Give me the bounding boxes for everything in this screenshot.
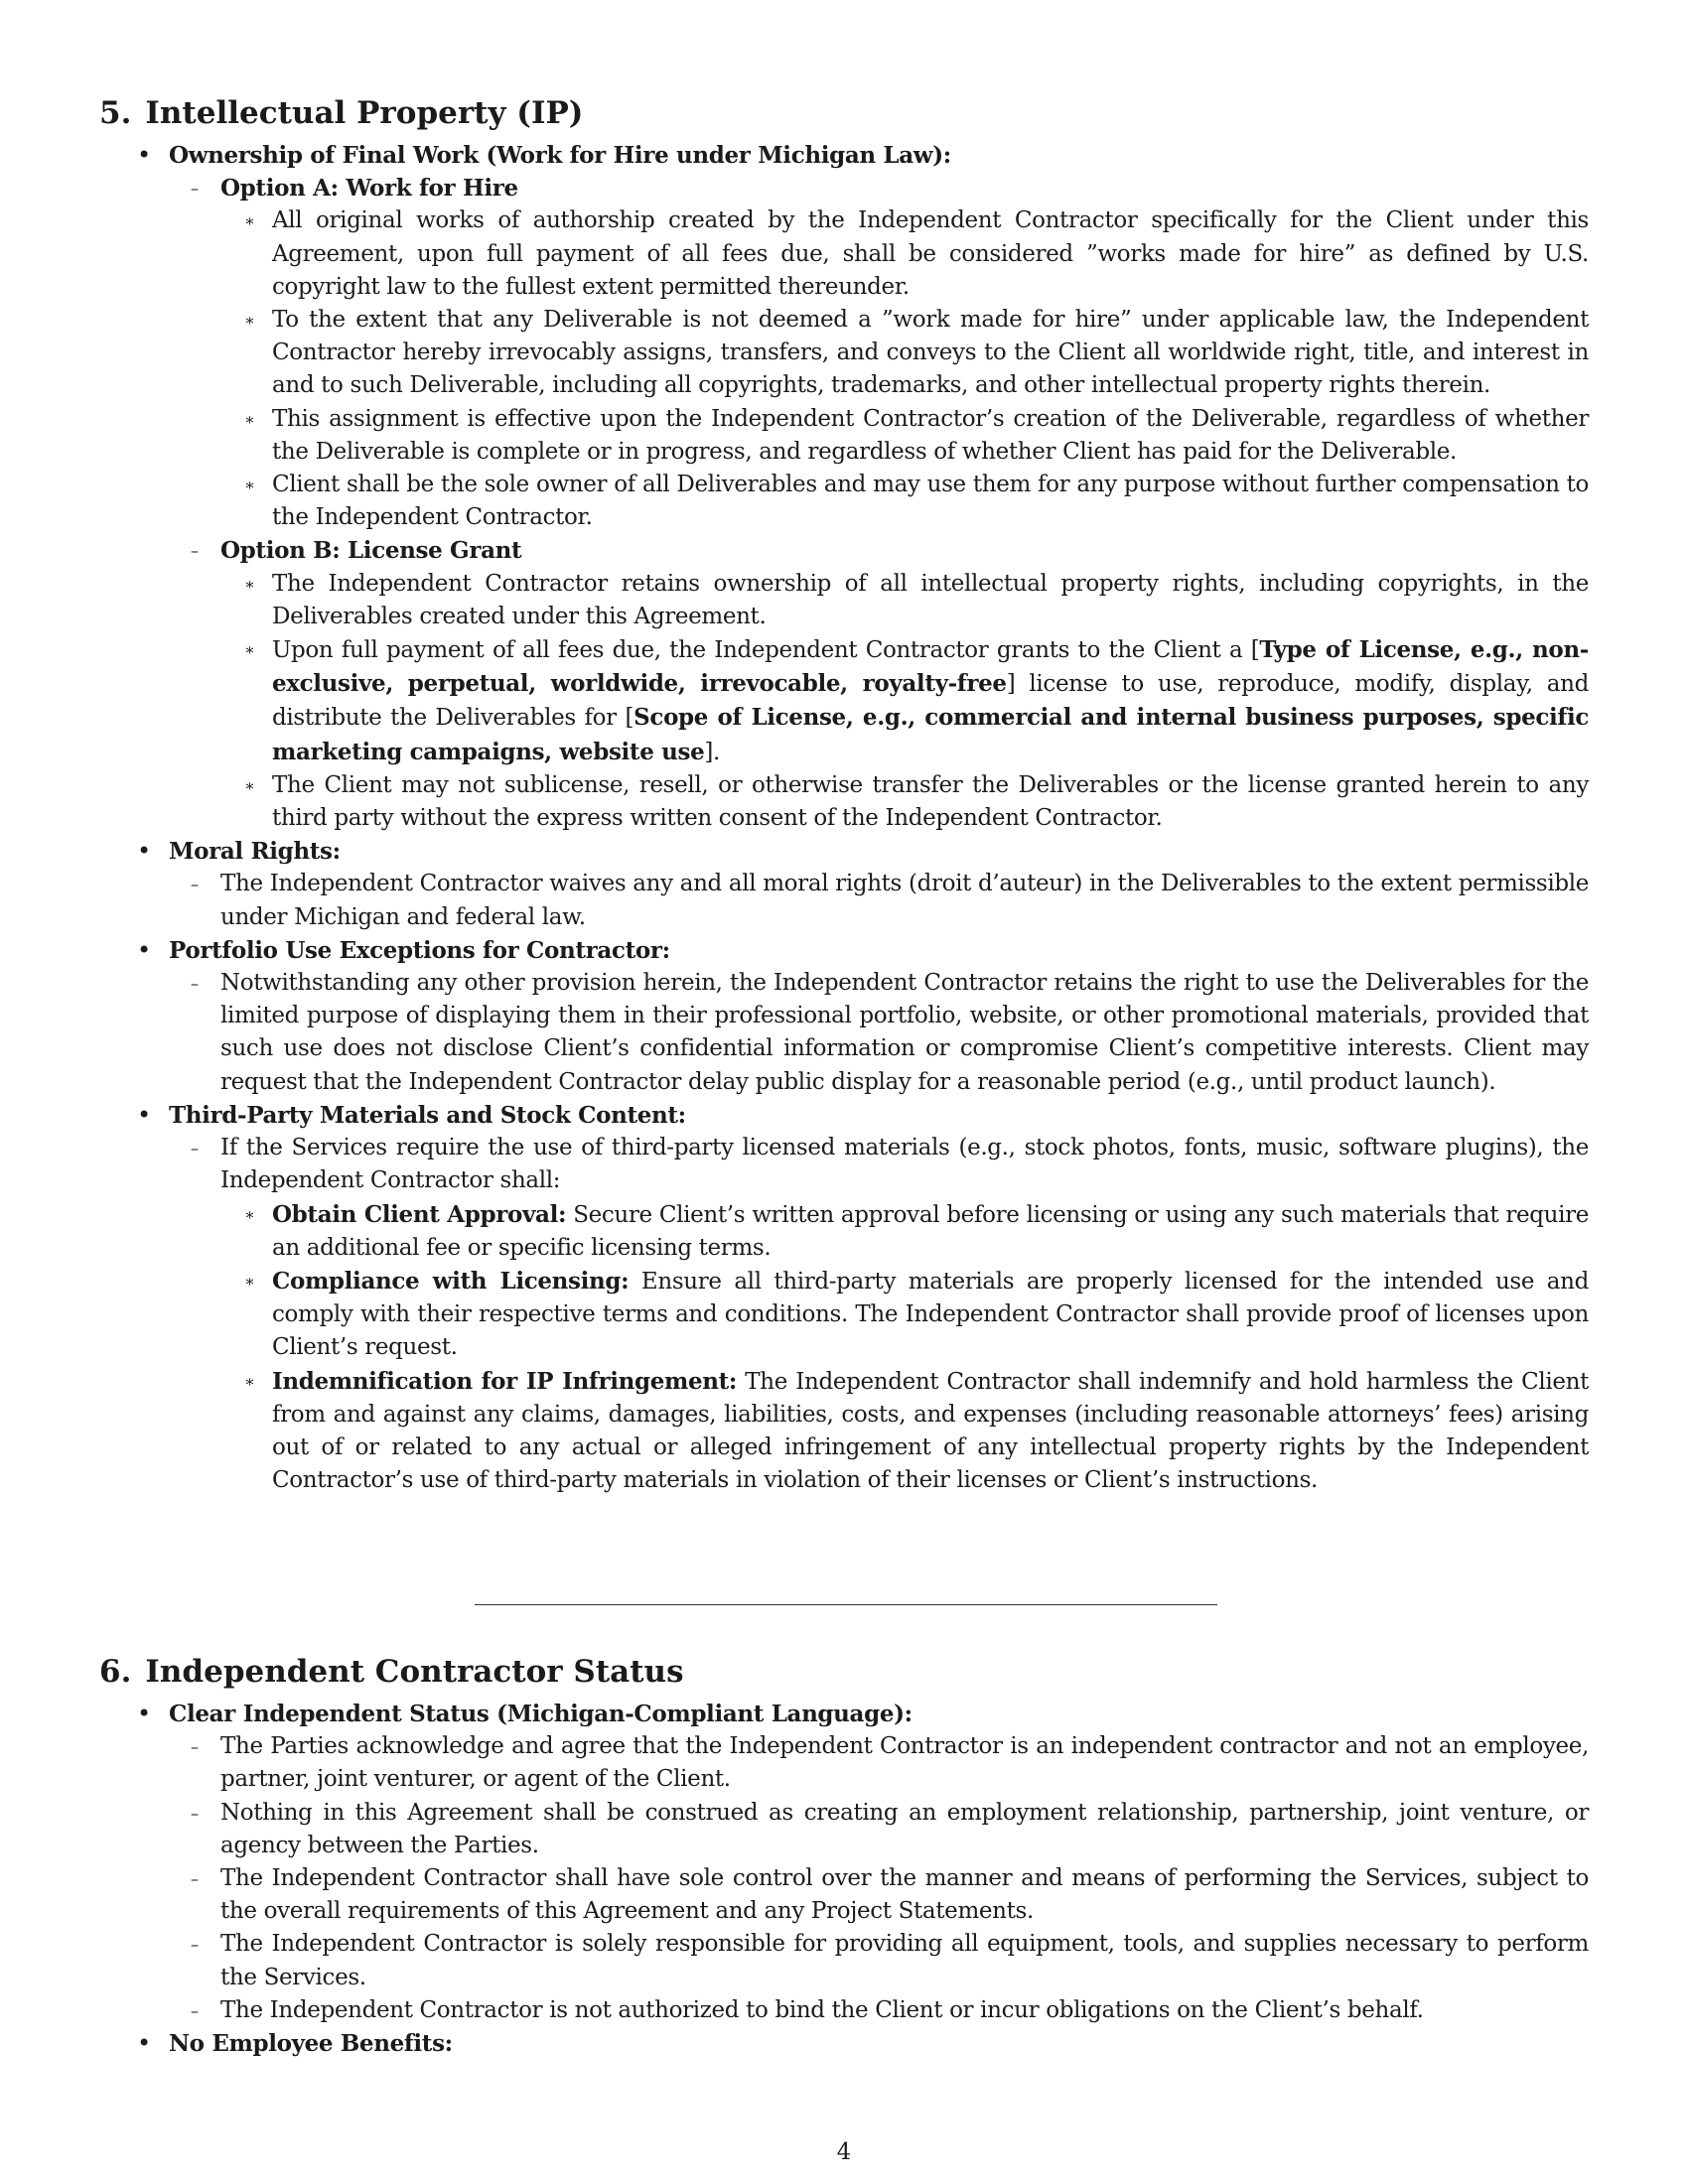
list-item [99,1698,1589,2027]
asterisk-icon: ∗ [244,574,255,594]
option-a-heading: Option A: Work for Hire [220,175,518,203]
dash-icon: – [191,1139,199,1159]
dash-icon: – [191,179,199,199]
list-item: ∗ Client shall be the sole owner of all Deliverables and may use them for any purpose without further compensation to the Independent Contractor. [220,469,1589,534]
no-benefits-heading: No Employee Benefits: [169,2030,453,2058]
list-item [99,1099,1589,1497]
section-6-list [99,1698,1589,2060]
bullet-icon: • [137,1100,152,1129]
list-item: – The Independent Contractor waives any and all moral rights (droit d’auteur) in the Deliverables to the extent permissible under Michigan and federal law. [169,868,1589,933]
list-item [99,934,1589,1099]
list-item: – The Independent Contractor shall have sole control over the manner and means of performing the Services, subject to the overall requirements of this Agreement and any Project Statements. [169,1862,1589,1928]
asterisk-icon: ∗ [244,640,255,660]
bullet-icon: • [137,141,152,169]
asterisk-icon: ∗ [244,311,255,331]
portfolio-heading: Portfolio Use Exceptions for Contractor: [169,936,670,964]
asterisk-icon: ∗ [244,1271,255,1291]
section-5-heading: 5. Intellectual Property (IP) [99,95,584,131]
dash-icon: – [191,1737,199,1757]
list-item: ∗ Upon full payment of all fees due, the Independent Contractor grants to the Client a [Type of License, e.g., non-exclusive, perpetual, worldwide, irrevocable, royalty-free] license to use, reproduce, modify, display, and distribute the Deliverables for [Scope of License, e.g., commercial and internal business purposes, specific marketing campaigns, website use]. [220,633,1589,769]
moral-rights-heading: Moral Rights: [169,838,341,866]
asterisk-icon: ∗ [244,1371,255,1391]
section-5-list [99,139,1589,1497]
section-6-heading: 6. Independent Contractor Status [99,1654,684,1690]
asterisk-icon: ∗ [244,1204,255,1224]
list-item: ∗ This assignment is effective upon the Independent Contractor’s creation of the Deliverable, regardless of whether the Deliverable is complete or in progress, and regardless of whether Client has paid for the Deliverable. [220,403,1589,469]
asterisk-icon: ∗ [244,211,255,231]
third-party-heading: Third-Party Materials and Stock Content: [169,1101,686,1129]
list-item [99,2027,1589,2060]
list-item: ∗ Obtain Client Approval: Secure Client’s written approval before licensing or using any such materials that require an additional fee or specific licensing terms. [220,1198,1589,1265]
list-item [99,835,1589,934]
list-item: ∗ To the extent that any Deliverable is not deemed a ”work made for hire” under applicable law, the Independent Contractor hereby irrevocably assigns, transfers, and conveys to the Client all worldwide right, title, and interest in and to such Deliverable, including all copyrights, trademarks, and other intellectual property rights therein. [220,304,1589,403]
option-b-heading: Option B: License Grant [220,537,522,565]
list-item: – Nothing in this Agreement shall be construed as creating an employment relationship, partnership, joint venture, or agency between the Parties. [169,1797,1589,1862]
dash-icon: – [191,1869,199,1889]
asterisk-icon: ∗ [244,775,255,795]
list-item: ∗ Indemnification for IP Infringement: The Independent Contractor shall indemnify and hold harmless the Client from and against any claims, damages, liabilities, costs, and expenses (including reasonable attorneys’ fees) arising out of or related to any actual or alleged infringement of any intellectual property rights by the Independent Contractor’s use of third-party materials in violation of their licenses or Client’s instructions. [220,1365,1589,1498]
section-5 [99,89,1589,1497]
list-item: – The Parties acknowledge and agree that the Independent Contractor is an independent contractor and not an employee, partner, joint venturer, or agent of the Client. [169,1730,1589,1796]
list-item [169,172,1589,534]
clear-status-heading: Clear Independent Status (Michigan-Compliant Language): [169,1701,913,1727]
dash-icon: – [191,2000,199,2020]
asterisk-icon: ∗ [244,476,255,495]
dash-icon: – [191,974,199,994]
list-item: ∗ The Client may not sublicense, resell, or otherwise transfer the Deliverables or the license granted herein to any third party without the express written consent of the Independent Contractor. [220,769,1589,835]
section-6 [99,1648,1589,2060]
dash-icon: – [191,1803,199,1823]
list-item: – Notwithstanding any other provision herein, the Independent Contractor retains the right to use the Deliverables for the limited purpose of displaying them in their professional portfolio, website, or other promotional materials, provided that such use does not disclose Client’s confidential information or compromise Client’s competitive interests. Client may request that the Independent Contractor delay public display for a reasonable period (e.g., until product launch). [169,967,1589,1099]
page-number: 4 [836,2139,852,2165]
list-item [169,534,1589,835]
list-item: ∗ The Independent Contractor retains ownership of all intellectual property rights, including copyrights, in the Deliverables created under this Agreement. [220,568,1589,633]
bullet-icon: • [137,1700,152,1727]
ownership-heading: Ownership of Final Work (Work for Hire under Michigan Law): [169,142,951,169]
section-divider [475,1604,1217,1605]
dash-icon: – [191,875,199,894]
list-item: – The Independent Contractor is not authorized to bind the Client or incur obligations on the Client’s behalf. [169,1994,1589,2027]
bullet-icon: • [137,2029,152,2058]
list-item [99,139,1589,835]
list-item: ∗ Compliance with Licensing: Ensure all third-party materials are properly licensed for the intended use and comply with their respective terms and conditions. The Independent Contractor shall provide proof of licenses upon Client’s request. [220,1265,1589,1365]
asterisk-icon: ∗ [244,409,255,429]
bullet-icon: • [137,837,152,866]
list-item: – If the Services require the use of third-party licensed materials (e.g., stock photos, fonts, music, software plugins), the Independent Contractor shall: ∗ Obtain Client Approval: Secure Client’s written approval before licensing or using any such materials that require an additional fee or specific licensing terms. ∗ Compliance with Licensing: Ensure all third-party materials are properly licensed for the intended use and comply with their respective terms and conditions. The Independent Contractor shall provide proof of licenses upon Client’s request. ∗ Indemnification for IP Infringement: The Independent Contractor shall indemnify and hold harmless the Client from and against any claims, damages, liabilities, costs, and expenses (including reasonable attorneys’ fees) arising out of or related to any actual or alleged infringement of any intellectual property rights by the Independent Contractor’s use of third-party materials in violation of their licenses or Client’s instructions. [169,1132,1589,1497]
list-item: – The Independent Contractor is solely responsible for providing all equipment, tools, and supplies necessary to perform the Services. [169,1928,1589,1993]
page-body [99,89,1590,2058]
dash-icon: – [191,1935,199,1955]
dash-icon: – [191,541,199,561]
bullet-icon: • [137,935,152,964]
list-item: ∗ All original works of authorship created by the Independent Contractor specifically for the Client under this Agreement, upon full payment of all fees due, shall be considered ”works made for hire” as defined by U.S. copyright law to the fullest extent permitted thereunder. [220,205,1589,304]
